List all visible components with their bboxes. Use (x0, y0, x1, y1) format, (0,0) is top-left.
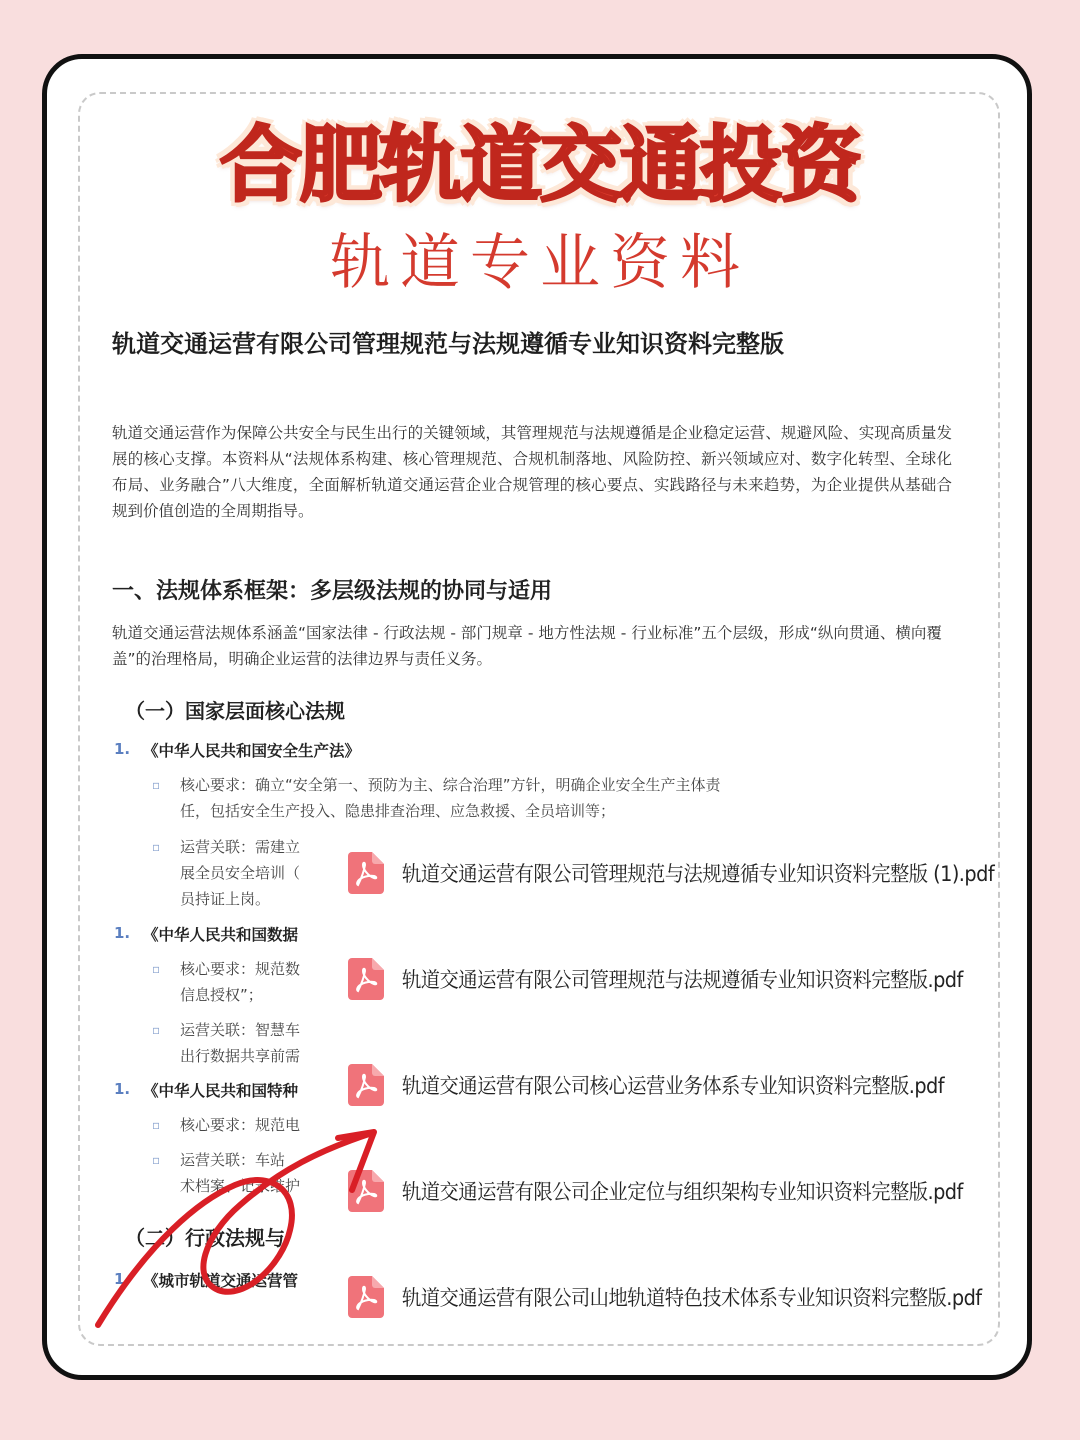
list-number: 1. (114, 924, 131, 942)
pdf-icon (348, 958, 384, 1000)
list-bullet: ▫ 核心要求：规范电 (180, 1112, 338, 1138)
bullet-dot-icon: ▫ (152, 840, 161, 854)
list-bullet-cont: 出行数据共享前需 (180, 1047, 301, 1065)
pdf-file-name: 轨道交通运营有限公司管理规范与法规遵循专业知识资料完整版 (1).pdf (402, 862, 995, 886)
hero-subtitle: 轨道专业资料 (330, 228, 750, 298)
bullet-dot-icon: ▫ (152, 962, 161, 976)
pdf-file-name: 轨道交通运营有限公司企业定位与组织架构专业知识资料完整版.pdf (402, 1180, 963, 1204)
document-title: 轨道交通运营有限公司管理规范与法规遵循专业知识资料完整版 (112, 330, 784, 358)
section-1-paragraph: 轨道交通运营法规体系涵盖“国家法律 - 行政法规 - 部门规章 - 地方性法规 - 行业标准”五个层级，形成“纵向贯通、横向覆盖”的治理格局，明确企业运营的法律边界与责任义务。 (112, 624, 942, 668)
list-bullet-cont: 信息授权”； (180, 986, 263, 1004)
list-item-title: 《城市轨道交通运营管 (143, 1272, 299, 1290)
pdf-icon (348, 1170, 384, 1212)
bullet-dot-icon: ▫ (152, 1153, 161, 1167)
list-item-title: 《中华人民共和国数据 (143, 926, 299, 944)
subsection-2-heading: （二）行政法规与 (125, 1226, 285, 1250)
list-item-title: 《中华人民共和国安全生产法》 (143, 742, 361, 760)
list-number: 1. (114, 1080, 131, 1098)
bullet-dot-icon: ▫ (152, 1023, 161, 1037)
list-bullet: ▫ 运营关联：智慧车 (180, 1017, 338, 1043)
list-bullet: ▫ 运营关联：需建立 (180, 834, 338, 860)
list-bullet: ▫ 核心要求：规范数 (180, 956, 338, 982)
pdf-icon (348, 1276, 384, 1318)
pdf-file-item[interactable] (348, 1244, 988, 1350)
pdf-file-list (348, 820, 995, 1350)
pdf-file-name: 轨道交通运营有限公司核心运营业务体系专业知识资料完整版.pdf (402, 1074, 945, 1098)
list-bullet-cont: 术档案、记录维护 (180, 1177, 301, 1195)
list-bullet-cont: 展全员安全培训（ (180, 864, 301, 882)
pdf-file-name: 轨道交通运营有限公司山地轨道特色技术体系专业知识资料完整版.pdf (402, 1286, 982, 1310)
list-bullet: ▫ 核心要求：确立“安全第一、预防为主、综合治理”方针，明确企业安全生产主体责 (180, 772, 940, 798)
hero-title: 合肥轨道交通投资 (219, 118, 860, 213)
bullet-dot-icon: ▫ (152, 1118, 161, 1132)
list-item-title: 《中华人民共和国特种 (143, 1082, 299, 1100)
pdf-icon (348, 1064, 384, 1106)
bullet-dot-icon: ▫ (152, 778, 161, 792)
pdf-file-name: 轨道交通运营有限公司管理规范与法规遵循专业知识资料完整版.pdf (402, 968, 963, 992)
list-bullet: ▫ 运营关联：车站 (180, 1147, 338, 1173)
section-1-heading: 一、法规体系框架：多层级法规的协同与适用 (112, 579, 553, 604)
list-bullet-cont: 员持证上岗。 (180, 890, 271, 908)
pdf-file-item[interactable] (348, 1032, 988, 1138)
document-intro: 轨道交通运营作为保障公共安全与民生出行的关键领域，其管理规范与法规遵循是企业稳定运营、规避风险、实现高质量发展的核心支撑。本资料从“法规体系构建、核心管理规范、合规机制落地、风险防控、新兴领域应对、数字化转型、全球化布局、业务融合”八大维度，全面解析轨道交通运营企业合规管理的核心要点、实践路径与未来趋势，为企业提供从基础合规到价值创造的全周期指导。 (112, 424, 952, 520)
pdf-file-item[interactable] (348, 1138, 988, 1244)
pdf-file-item[interactable] (348, 926, 988, 1032)
subsection-1-heading: （一）国家层面核心法规 (125, 699, 345, 723)
list-number: 1. (114, 1270, 131, 1288)
pdf-icon (348, 852, 384, 894)
list-bullet-cont: 任，包括安全生产投入、隐患排查治理、应急救援、全员培训等； (180, 802, 616, 820)
list-number: 1. (114, 740, 131, 758)
pdf-file-item[interactable] (348, 820, 995, 926)
